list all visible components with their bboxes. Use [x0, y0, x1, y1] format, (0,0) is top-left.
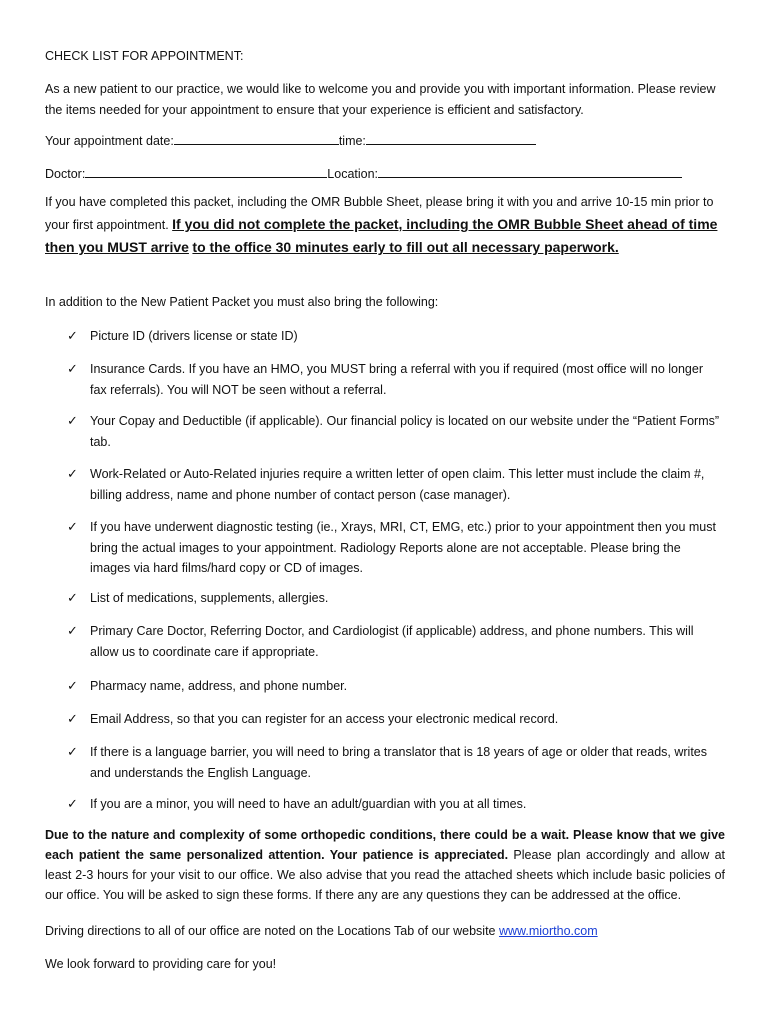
check-mark-icon: ✓ — [67, 328, 78, 343]
check-mark-icon: ✓ — [67, 623, 78, 638]
wait-note-text: Please plan accordingly and allow at least 2-3 hours for your visit to our office. We also advise that you read the attached sheets which include basic policies of our office. You will be asked to sign these forms. If there any are any questions they can be addressed at the office. — [45, 848, 725, 902]
intro-paragraph: As a new patient to our practice, we would like to welcome you and provide you with important information. Please review the items needed for your appointment to ensure that your experience is efficient and satisfactory. — [45, 82, 716, 117]
check-mark-icon: ✓ — [67, 678, 78, 693]
check-mark-icon: ✓ — [67, 519, 78, 534]
checklist-item-text: Pharmacy name, address, and phone number. — [90, 679, 348, 693]
doctor-blank[interactable] — [85, 164, 327, 178]
packet-note-emphasis-1: If you did not complete the packet, including the OMR Bubble Sheet ahead of time then you MUST arrive — [45, 216, 718, 255]
location-label: Location: — [327, 167, 379, 181]
checklist-item-text: Work-Related or Auto-Related injuries require a written letter of open claim. This letter must include the claim #, billing address, name and phone number of contact person (case manager). — [90, 467, 705, 502]
bring-intro: In addition to the New Patient Packet you must also bring the following: — [45, 295, 439, 309]
checklist-item-text: Picture ID (drivers license or state ID) — [90, 329, 298, 343]
check-mark-icon: ✓ — [67, 590, 78, 605]
check-mark-icon: ✓ — [67, 466, 78, 481]
website-link[interactable]: www.miortho.com — [498, 924, 598, 938]
packet-note — [45, 191, 725, 259]
check-mark-icon: ✓ — [67, 361, 78, 376]
checklist-item-text: Email Address, so that you can register for an access your electronic medical record. — [90, 712, 559, 726]
appointment-date-label: Your appointment date: — [45, 134, 174, 148]
time-label: time: — [338, 134, 366, 148]
checklist-item-text: If there is a language barrier, you will need to bring a translator that is 18 years of age or older that reads, writes and understands the English Language. — [90, 745, 708, 780]
page-heading: CHECK LIST FOR APPOINTMENT: — [45, 49, 244, 63]
checklist-item-text: If you have underwent diagnostic testing (ie., Xrays, MRI, CT, EMG, etc.) prior to your appointment then you must bring the actual images to your appointment. Radiology Reports alone are not acceptable. Please bring the images via hard films/hard copy or CD of images. — [90, 520, 716, 575]
wait-note — [45, 825, 725, 905]
directions-text: Driving directions to all of our office are noted on the Locations Tab of our website — [45, 924, 499, 938]
doctor-label: Doctor: — [45, 167, 86, 181]
checklist-item-text: If you are a minor, you will need to have an adult/guardian with you at all times. — [90, 797, 527, 811]
location-blank[interactable] — [378, 164, 682, 178]
checklist-item-text: Primary Care Doctor, Referring Doctor, and Cardiologist (if applicable) address, and phone numbers. This will allow us to coordinate care if appropriate. — [90, 624, 694, 659]
directions-line — [45, 921, 598, 941]
checklist-item-text: Your Copay and Deductible (if applicable). Our financial policy is located on our website under the “Patient Forms” tab. — [90, 414, 720, 449]
appointment-date-row — [45, 131, 536, 151]
packet-note-emphasis-2: to the office 30 minutes early to fill out all necessary paperwork. — [192, 239, 619, 255]
closing-line: We look forward to providing care for you! — [45, 957, 277, 971]
checklist-item-text: List of medications, supplements, allergies. — [90, 591, 329, 605]
check-mark-icon: ✓ — [67, 796, 78, 811]
doctor-row — [45, 164, 682, 184]
check-mark-icon: ✓ — [67, 413, 78, 428]
time-blank[interactable] — [366, 131, 536, 145]
check-mark-icon: ✓ — [67, 744, 78, 759]
wait-note-bold: Due to the nature and complexity of some orthopedic conditions, there could be a wait. Please know that we give each patient the same personalized attention. Your patience is appreciated. — [45, 828, 725, 862]
appointment-date-blank[interactable] — [174, 131, 339, 145]
checklist-item-text: Insurance Cards. If you have an HMO, you MUST bring a referral with you if required (most office will no longer fax referrals). You will NOT be seen without a referral. — [90, 362, 704, 397]
check-mark-icon: ✓ — [67, 711, 78, 726]
packet-note-text: If you have completed this packet, including the OMR Bubble Sheet, please bring it with you and arrive 10-15 min prior to your first appointment. — [45, 195, 714, 232]
